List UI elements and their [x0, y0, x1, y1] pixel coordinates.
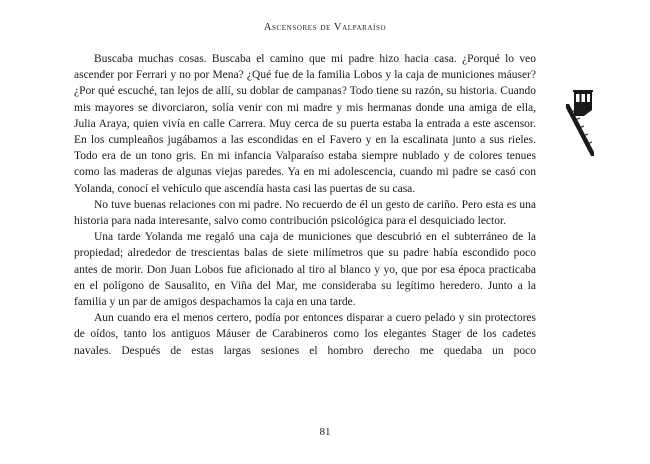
paragraph: No tuve buenas relaciones con mi padre. No recuerdo de él un gesto de cariño. Pero esta es una historia para nada interesante, salvo como contribución psicológica para el desquiciado lector.: [74, 198, 536, 228]
paragraph: Aun cuando era el menos certero, podía por entonces disparar a cuero pelado y sin protectores de oídos, tanto los antiguos Máuser de Carabineros como los elegantes Stager de los cadetes navales. Después de estas largas sesiones el hombro derecho me quedaba un poco: [74, 312, 536, 357]
body-text: [74, 51, 536, 359]
paragraph: Una tarde Yolanda me regaló una caja de municiones que descubrió en el subterráneo de la propiedad; alrededor de trescientas balas de siete milímetros que su padre había escondido poco antes de morir. Don Juan Lobos fue aficionado al tiro al blanco y yo, que por esa época practicaba en el polígono de Sausalito, en Viña del Mar, me consideraba su legítimo heredero. Junto a la familia y un par de amigos despachamos la caja en una tarde.: [74, 231, 536, 309]
running-head: Ascensores de Valparaíso: [263, 22, 387, 33]
paragraph: Buscaba muchas cosas. Buscaba el camino que mi padre hizo hacia casa. ¿Porqué lo veo ascender por Ferrari y no por Mena? ¿Qué fue de la familia Lobos y la caja de municiones máuser? ¿Por qué escuché, tan lejos de allí, su doblar de campanas? Todo tiene su razón, su historia. Cuando mis mayores se divorciaron, solía venir con mi madre y mis hermanas donde una amiga de ella, Julia Araya, quien vivía en calle Carrera. Muy cerca de su puerta estaba la entrada a este ascensor. En los cumpleaños jugábamos a las escondidas en el Favero y en la escalinata junto a sus rieles. Todo era de un tono gris. En mi infancia Valparaíso estaba siempre nublado y de colores tenues como las maderas de algunas viejas paredes. Ya en mi adolescencia, cuando mi padre se casó con Yolanda, conocí el vehículo que ascendía hasta casi las puertas de su casa.: [74, 53, 536, 195]
funicular-icon: [566, 90, 594, 156]
page-number: 81: [319, 426, 331, 438]
